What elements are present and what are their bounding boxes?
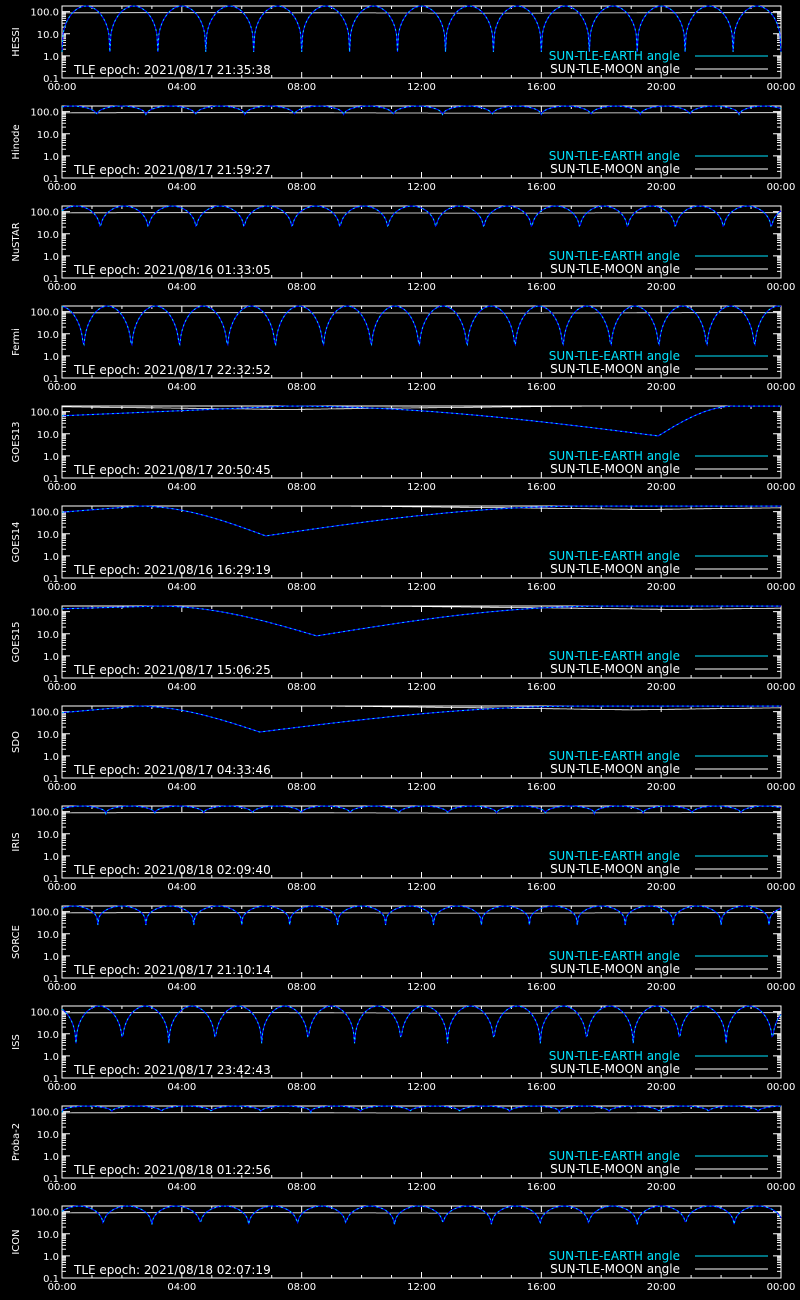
x-tick-label: 00:00: [766, 1082, 796, 1093]
legend-earth-label: SUN-TLE-EARTH angle: [548, 349, 680, 363]
panel-ylabel: NuSTAR: [11, 222, 22, 262]
tle-epoch-prefix: TLE epoch:: [74, 963, 144, 977]
x-tick-label: 12:00: [407, 282, 436, 293]
tle-epoch-value: 2021/08/17 21:10:14: [143, 963, 271, 977]
panel-iss: [11, 1006, 795, 1093]
y-tick-label: 0.1: [43, 1174, 59, 1185]
y-tick-label: 100.0: [30, 1107, 59, 1119]
tle-epoch-value: 2021/08/17 22:32:52: [143, 363, 271, 377]
x-tick-label: 08:00: [287, 182, 317, 193]
legend-earth-label: SUN-TLE-EARTH angle: [548, 249, 680, 263]
legend-moon-label: SUN-TLE-MOON angle: [550, 262, 680, 276]
x-tick-label: 12:00: [407, 782, 436, 793]
x-tick-label: 00:00: [47, 582, 77, 593]
tle-epoch-prefix: TLE epoch:: [74, 863, 144, 877]
x-tick-label: 16:00: [526, 1082, 556, 1093]
x-tick-label: 20:00: [646, 182, 676, 193]
tle-epoch-label: [73, 1263, 271, 1277]
y-tick-label: 1.0: [43, 651, 59, 663]
y-tick-label: 100.0: [30, 1007, 59, 1019]
panel-proba-2: [11, 1106, 795, 1193]
y-tick-label: 100.0: [30, 1207, 59, 1219]
y-tick-label: 1.0: [43, 1051, 59, 1063]
panel-nustar: [11, 206, 795, 293]
y-tick-label: 0.1: [43, 974, 59, 985]
legend-earth-label: SUN-TLE-EARTH angle: [548, 749, 680, 763]
tle-epoch-label: [73, 763, 271, 777]
y-tick-label: 1.0: [43, 1251, 59, 1263]
x-tick-label: 00:00: [47, 982, 77, 993]
panel-ylabel: IRIS: [11, 832, 22, 852]
x-tick-label: 00:00: [766, 1282, 796, 1293]
legend-moon-label: SUN-TLE-MOON angle: [550, 662, 680, 676]
x-tick-label: 08:00: [287, 82, 317, 93]
tle-epoch-label: [73, 163, 271, 177]
tle-epoch-value: 2021/08/16 01:33:05: [143, 263, 271, 277]
tle-epoch-value: 2021/08/18 02:09:40: [143, 863, 271, 877]
x-tick-label: 20:00: [646, 82, 676, 93]
tle-epoch-label: [73, 463, 271, 477]
x-tick-label: 08:00: [287, 1182, 317, 1193]
y-tick-label: 10.0: [36, 29, 59, 41]
x-tick-label: 12:00: [407, 182, 436, 193]
tle-epoch-prefix: TLE epoch:: [74, 763, 144, 777]
y-tick-label: 1.0: [43, 351, 59, 363]
x-tick-label: 00:00: [47, 682, 77, 693]
y-tick-label: 10.0: [36, 929, 59, 941]
tle-epoch-value: 2021/08/17 20:50:45: [143, 463, 271, 477]
x-tick-label: 04:00: [167, 1082, 197, 1093]
tle-epoch-prefix: TLE epoch:: [74, 1163, 144, 1177]
y-tick-label: 1.0: [43, 151, 59, 163]
legend-moon-label: SUN-TLE-MOON angle: [550, 1262, 680, 1276]
x-tick-label: 16:00: [526, 282, 556, 293]
x-tick-label: 16:00: [526, 1282, 556, 1293]
x-tick-label: 08:00: [287, 682, 317, 693]
x-tick-label: 00:00: [766, 882, 796, 893]
legend-moon-label: SUN-TLE-MOON angle: [550, 162, 680, 176]
legend-moon-label: SUN-TLE-MOON angle: [550, 1162, 680, 1176]
y-tick-label: 100.0: [30, 807, 59, 819]
x-tick-label: 20:00: [646, 482, 676, 493]
y-tick-label: 1.0: [43, 751, 59, 763]
x-tick-label: 12:00: [407, 1182, 436, 1193]
y-tick-label: 1.0: [43, 551, 59, 563]
x-tick-label: 12:00: [407, 1282, 436, 1293]
panel-ylabel: Fermi: [11, 328, 22, 356]
x-tick-label: 00:00: [766, 382, 796, 393]
x-tick-label: 16:00: [526, 982, 556, 993]
tle-epoch-label: [73, 663, 271, 677]
tle-epoch-label: [73, 363, 271, 377]
x-tick-label: 20:00: [646, 982, 676, 993]
legend-earth-label: SUN-TLE-EARTH angle: [548, 1249, 680, 1263]
x-tick-label: 04:00: [167, 282, 197, 293]
x-tick-label: 20:00: [646, 682, 676, 693]
x-tick-label: 00:00: [766, 282, 796, 293]
tle-epoch-value: 2021/08/16 16:29:19: [143, 563, 271, 577]
panel-ylabel: SORCE: [11, 925, 22, 959]
panel-goes14: [11, 506, 795, 593]
x-tick-label: 00:00: [766, 782, 796, 793]
x-tick-label: 12:00: [407, 682, 436, 693]
y-tick-label: 10.0: [36, 1029, 59, 1041]
x-tick-label: 00:00: [766, 482, 796, 493]
y-tick-label: 0.1: [43, 274, 59, 285]
tle-epoch-label: [73, 1063, 271, 1077]
y-tick-label: 0.1: [43, 174, 59, 185]
tle-epoch-prefix: TLE epoch:: [74, 463, 144, 477]
panel-ylabel: ICON: [11, 1229, 22, 1255]
y-tick-label: 10.0: [36, 329, 59, 341]
x-tick-label: 20:00: [646, 1182, 676, 1193]
y-tick-label: 1.0: [43, 851, 59, 863]
x-tick-label: 04:00: [167, 582, 197, 593]
legend-earth-label: SUN-TLE-EARTH angle: [548, 149, 680, 163]
tle-epoch-value: 2021/08/17 04:33:46: [143, 763, 271, 777]
panel-hessi: [11, 6, 795, 93]
panel-goes15: [11, 606, 795, 693]
x-tick-label: 00:00: [766, 682, 796, 693]
tle-epoch-label: [73, 963, 271, 977]
tle-epoch-prefix: TLE epoch:: [74, 263, 144, 277]
x-tick-label: 16:00: [526, 1182, 556, 1193]
x-tick-label: 16:00: [526, 582, 556, 593]
tle-epoch-value: 2021/08/17 21:59:27: [143, 163, 271, 177]
tle-epoch-label: [73, 263, 271, 277]
tle-epoch-prefix: TLE epoch:: [74, 663, 144, 677]
tle-epoch-value: 2021/08/17 15:06:25: [143, 663, 271, 677]
x-tick-label: 04:00: [167, 782, 197, 793]
tle-epoch-value: 2021/08/18 02:07:19: [143, 1263, 271, 1277]
series-earth-line: [62, 406, 781, 436]
x-tick-label: 16:00: [526, 382, 556, 393]
y-tick-label: 10.0: [36, 229, 59, 241]
x-tick-label: 08:00: [287, 782, 317, 793]
y-tick-label: 10.0: [36, 629, 59, 641]
y-tick-label: 1.0: [43, 51, 59, 63]
panel-ylabel: GOES14: [11, 521, 22, 563]
x-tick-label: 04:00: [167, 682, 197, 693]
tle-epoch-prefix: TLE epoch:: [74, 1063, 144, 1077]
tle-epoch-prefix: TLE epoch:: [74, 163, 144, 177]
y-tick-label: 10.0: [36, 1229, 59, 1241]
legend-earth-label: SUN-TLE-EARTH angle: [548, 449, 680, 463]
x-tick-label: 20:00: [646, 582, 676, 593]
series-earth-line-base: [62, 906, 781, 925]
legend-moon-label: SUN-TLE-MOON angle: [550, 1062, 680, 1076]
x-tick-label: 20:00: [646, 282, 676, 293]
x-tick-label: 08:00: [287, 582, 317, 593]
panel-ylabel: GOES15: [11, 621, 22, 663]
legend-earth-label: SUN-TLE-EARTH angle: [548, 49, 680, 63]
x-tick-label: 04:00: [167, 882, 197, 893]
x-tick-label: 08:00: [287, 282, 317, 293]
y-tick-label: 100.0: [30, 607, 59, 619]
legend-moon-label: SUN-TLE-MOON angle: [550, 762, 680, 776]
x-tick-label: 08:00: [287, 482, 317, 493]
panel-ylabel: Hinode: [11, 124, 22, 160]
y-tick-label: 0.1: [43, 374, 59, 385]
x-tick-label: 00:00: [766, 982, 796, 993]
tle-epoch-label: [73, 863, 271, 877]
x-tick-label: 04:00: [167, 482, 197, 493]
x-tick-label: 12:00: [407, 1082, 436, 1093]
y-tick-label: 100.0: [30, 107, 59, 119]
x-tick-label: 00:00: [47, 282, 77, 293]
x-tick-label: 00:00: [47, 382, 77, 393]
legend-moon-label: SUN-TLE-MOON angle: [550, 862, 680, 876]
x-tick-label: 00:00: [766, 182, 796, 193]
y-tick-label: 0.1: [43, 774, 59, 785]
y-tick-label: 1.0: [43, 251, 59, 263]
x-tick-label: 20:00: [646, 1282, 676, 1293]
y-tick-label: 10.0: [36, 129, 59, 141]
panel-ylabel: Proba-2: [11, 1122, 22, 1162]
x-tick-label: 00:00: [47, 82, 77, 93]
panel-ylabel: ISS: [11, 1034, 22, 1050]
x-tick-label: 16:00: [526, 82, 556, 93]
y-tick-label: 1.0: [43, 1151, 59, 1163]
x-tick-label: 20:00: [646, 782, 676, 793]
legend-earth-label: SUN-TLE-EARTH angle: [548, 849, 680, 863]
y-tick-label: 10.0: [36, 429, 59, 441]
legend-earth-label: SUN-TLE-EARTH angle: [548, 949, 680, 963]
panel-iris: [11, 806, 795, 893]
panel-ylabel: SDO: [11, 731, 22, 753]
x-tick-label: 00:00: [47, 782, 77, 793]
legend-moon-label: SUN-TLE-MOON angle: [550, 562, 680, 576]
x-tick-label: 00:00: [766, 82, 796, 93]
x-tick-label: 12:00: [407, 982, 436, 993]
y-tick-label: 0.1: [43, 674, 59, 685]
tle-epoch-prefix: TLE epoch:: [74, 1263, 144, 1277]
x-tick-label: 16:00: [526, 682, 556, 693]
y-tick-label: 100.0: [30, 907, 59, 919]
y-tick-label: 0.1: [43, 1074, 59, 1085]
tle-epoch-value: 2021/08/17 21:35:38: [143, 63, 271, 77]
x-tick-label: 16:00: [526, 182, 556, 193]
y-tick-label: 10.0: [36, 729, 59, 741]
x-tick-label: 16:00: [526, 782, 556, 793]
legend-moon-label: SUN-TLE-MOON angle: [550, 362, 680, 376]
tle-epoch-prefix: TLE epoch:: [74, 63, 144, 77]
y-tick-label: 100.0: [30, 507, 59, 519]
tle-epoch-value: 2021/08/18 01:22:56: [143, 1163, 271, 1177]
x-tick-label: 04:00: [167, 1182, 197, 1193]
x-tick-label: 08:00: [287, 882, 317, 893]
x-tick-label: 00:00: [47, 1182, 77, 1193]
y-tick-label: 100.0: [30, 307, 59, 319]
y-tick-label: 0.1: [43, 74, 59, 85]
tle-epoch-label: [73, 63, 271, 77]
y-tick-label: 0.1: [43, 874, 59, 885]
y-tick-label: 10.0: [36, 529, 59, 541]
x-tick-label: 12:00: [407, 482, 436, 493]
x-tick-label: 00:00: [766, 582, 796, 593]
x-tick-label: 20:00: [646, 882, 676, 893]
x-tick-label: 20:00: [646, 1082, 676, 1093]
legend-moon-label: SUN-TLE-MOON angle: [550, 962, 680, 976]
x-tick-label: 08:00: [287, 982, 317, 993]
x-tick-label: 04:00: [167, 82, 197, 93]
legend-earth-label: SUN-TLE-EARTH angle: [548, 1049, 680, 1063]
panel-fermi: [11, 306, 795, 393]
x-tick-label: 16:00: [526, 882, 556, 893]
panel-icon: [11, 1206, 795, 1293]
tle-epoch-value: 2021/08/17 23:42:43: [143, 1063, 271, 1077]
x-tick-label: 00:00: [47, 1282, 77, 1293]
x-tick-label: 04:00: [167, 182, 197, 193]
x-tick-label: 16:00: [526, 482, 556, 493]
x-tick-label: 04:00: [167, 1282, 197, 1293]
y-tick-label: 0.1: [43, 1274, 59, 1285]
tle-epoch-label: [73, 563, 271, 577]
y-tick-label: 100.0: [30, 7, 59, 19]
legend-moon-label: SUN-TLE-MOON angle: [550, 62, 680, 76]
x-tick-label: 12:00: [407, 582, 436, 593]
panel-ylabel: GOES13: [11, 421, 22, 463]
x-tick-label: 00:00: [47, 182, 77, 193]
tle-epoch-label: [73, 1163, 271, 1177]
x-tick-label: 00:00: [47, 882, 77, 893]
x-tick-label: 00:00: [47, 482, 77, 493]
y-tick-label: 100.0: [30, 707, 59, 719]
legend-earth-label: SUN-TLE-EARTH angle: [548, 649, 680, 663]
x-tick-label: 12:00: [407, 382, 436, 393]
x-tick-label: 08:00: [287, 1282, 317, 1293]
x-tick-label: 00:00: [766, 1182, 796, 1193]
y-tick-label: 100.0: [30, 407, 59, 419]
y-tick-label: 10.0: [36, 829, 59, 841]
x-tick-label: 08:00: [287, 1082, 317, 1093]
y-tick-label: 0.1: [43, 574, 59, 585]
y-tick-label: 100.0: [30, 207, 59, 219]
y-tick-label: 10.0: [36, 1129, 59, 1141]
x-tick-label: 20:00: [646, 382, 676, 393]
legend-earth-label: SUN-TLE-EARTH angle: [548, 1149, 680, 1163]
y-tick-label: 0.1: [43, 474, 59, 485]
tle-epoch-prefix: TLE epoch:: [74, 363, 144, 377]
legend-moon-label: SUN-TLE-MOON angle: [550, 462, 680, 476]
y-tick-label: 1.0: [43, 451, 59, 463]
x-tick-label: 04:00: [167, 982, 197, 993]
panel-hinode: [11, 106, 795, 193]
panel-sdo: [11, 706, 795, 793]
legend-earth-label: SUN-TLE-EARTH angle: [548, 549, 680, 563]
y-tick-label: 1.0: [43, 951, 59, 963]
tle-epoch-prefix: TLE epoch:: [74, 563, 144, 577]
panel-goes13: [11, 406, 795, 493]
x-tick-label: 12:00: [407, 882, 436, 893]
x-tick-label: 08:00: [287, 382, 317, 393]
panel-ylabel: HESSI: [11, 27, 22, 57]
x-tick-label: 12:00: [407, 82, 436, 93]
x-tick-label: 00:00: [47, 1082, 77, 1093]
panel-sorce: [11, 906, 795, 993]
x-tick-label: 04:00: [167, 382, 197, 393]
